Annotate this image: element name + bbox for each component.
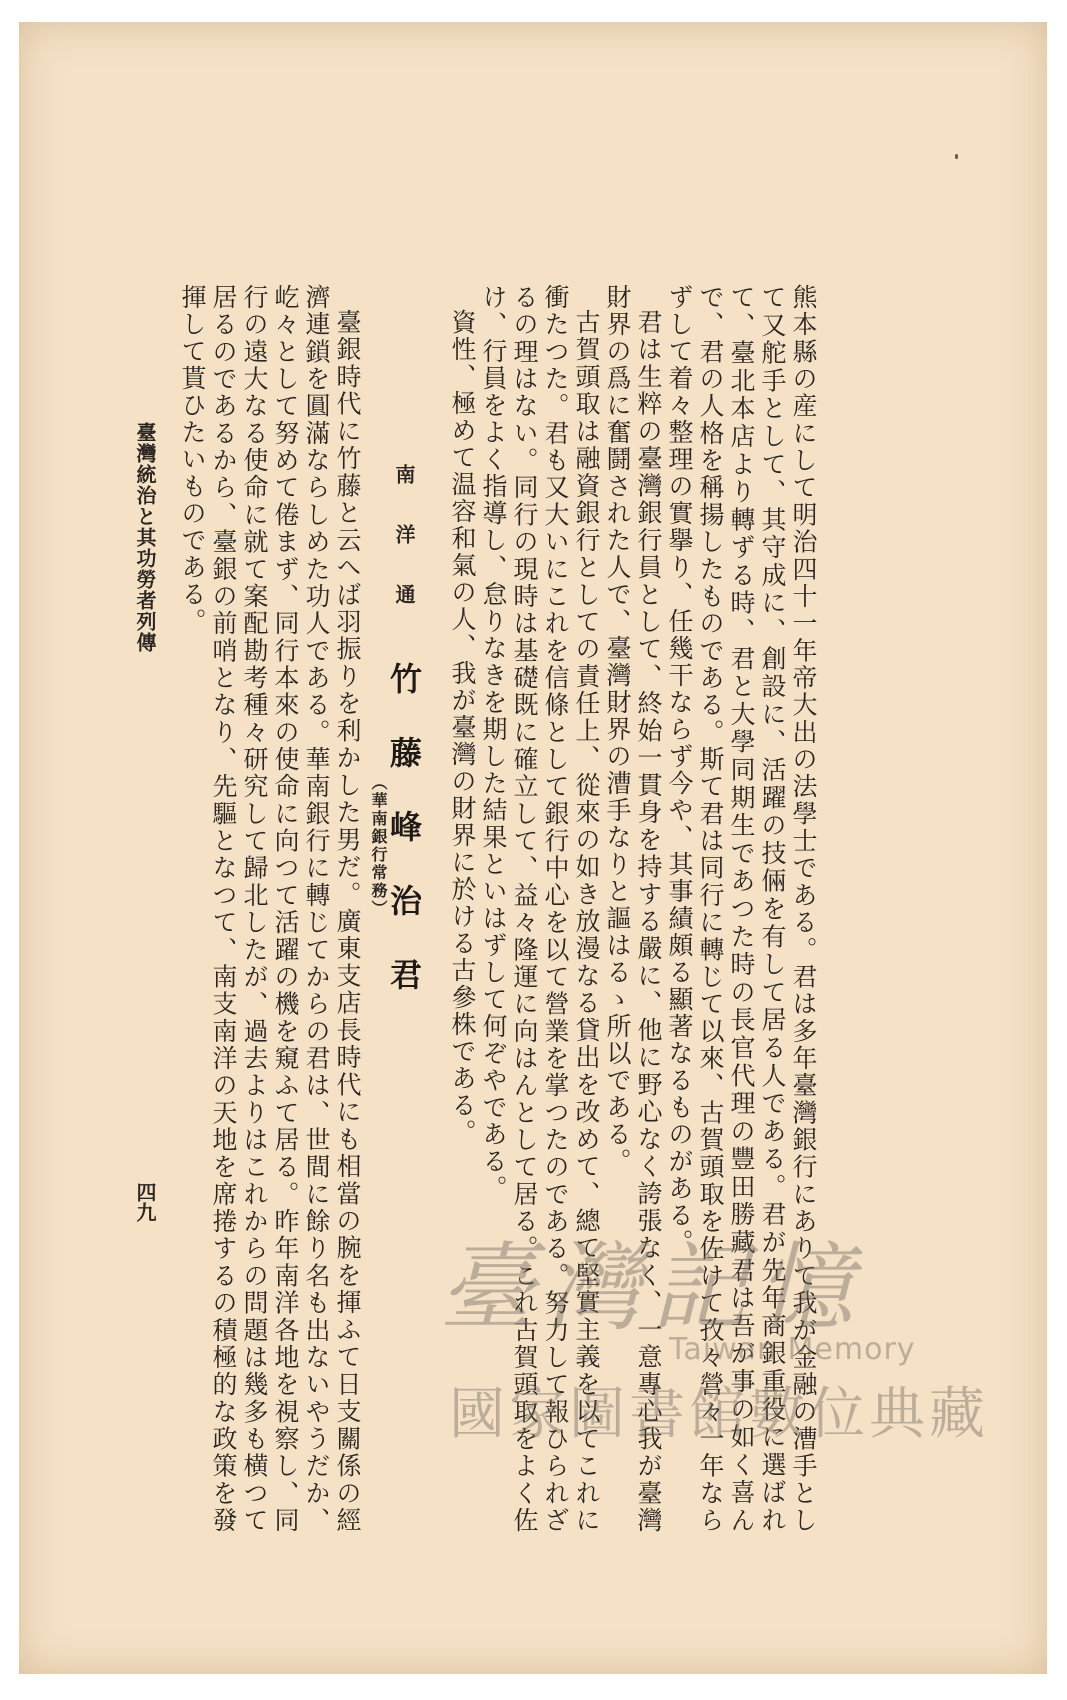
running-head: 臺灣統治と其功勞者列傳 (133, 422, 157, 653)
paragraph-3: 古賀頭取は融資銀行としての責任上、從來の如き放漫なる貸出を改めて、總て堅實主義を以てこれに衝たつた。君も又大いにこれを信條として銀行中心を以て營業を掌つたのである。努力して報ひられざるの理はない。同行の現時は基礎既に確立して、益々隆運に向はんとして居る。これ古賀頭取をよく佐け、行員をよく指導し、怠りなきを期した結果といはずして何ぞやである。 (479, 284, 601, 1535)
watermark-english: Taiwan Memory (669, 1332, 916, 1367)
page-number: 四九 (133, 1182, 157, 1222)
vertical-text-block (169, 284, 819, 1534)
section-label: 南洋通 (392, 464, 416, 644)
watermark-logo-text: 臺灣記憶 (439, 1232, 863, 1344)
section-position: （華南銀行常務） (369, 774, 388, 918)
paragraph-4: 資性、極めて温容和氣の人、我が臺灣の財界に於ける古參株である。 (448, 309, 477, 1146)
paragraph-2: 君は生粹の臺灣銀行員として、終始一貫身を持する嚴に、他に野心なく誇張なく、一意專心我が臺灣財界の爲に奮鬪された人で、臺灣財界の漕手なりと謳はるゝ所以である。 (603, 284, 663, 1535)
section-name: 竹藤峰治君 (385, 662, 423, 1032)
paragraph-1: 熊本縣の産にして明治四十一年帝大出の法學士である。君は多年臺灣銀行にありて我が金融の漕手として又舵手として、其守成に、創設に、活躍の技倆を有して居る人である。君が先年商銀重役に選ばれて、臺北本店より轉ずる時、君と大學同期生であつた時の長官代理の豐田勝藏君は吾が事の如く喜んで、君の人格を稱揚したものである。斯て君は同行に轉じて以來、古賀頭取を佐けて孜々營々一年ならずして着々整理の實擧り、任幾干ならず今や、其事績頗る顯著なるものがある。 (665, 284, 818, 1534)
paper-speck (955, 154, 958, 159)
paragraph-5: 臺銀時代に竹藤と云へば羽振りを利かした男だ。廣東支店長時代にも相當の腕を揮ふて日支關係の經濟連鎖を圓滿ならしめた功人である。華南銀行に轉じてからの君は、世間に餘り名も出ないやうだか、屹々として努めて倦まず、同行本來の使命に向つて活躍の機を窺ふて居る。昨年南洋各地を視察し、同行の遠大なる使命に就て案配勘考種々研究して歸北したが、過去よりはこれからの問題は幾多も横つて居るのであるから、臺銀の前哨となり、先驅となつて、南支南洋の天地を席捲するの積極的な政策を發揮して貰ひたいものである。 (178, 284, 362, 1535)
book-page (19, 22, 1047, 1674)
watermark-org: 國家圖書館數位典藏 (449, 1382, 989, 1447)
